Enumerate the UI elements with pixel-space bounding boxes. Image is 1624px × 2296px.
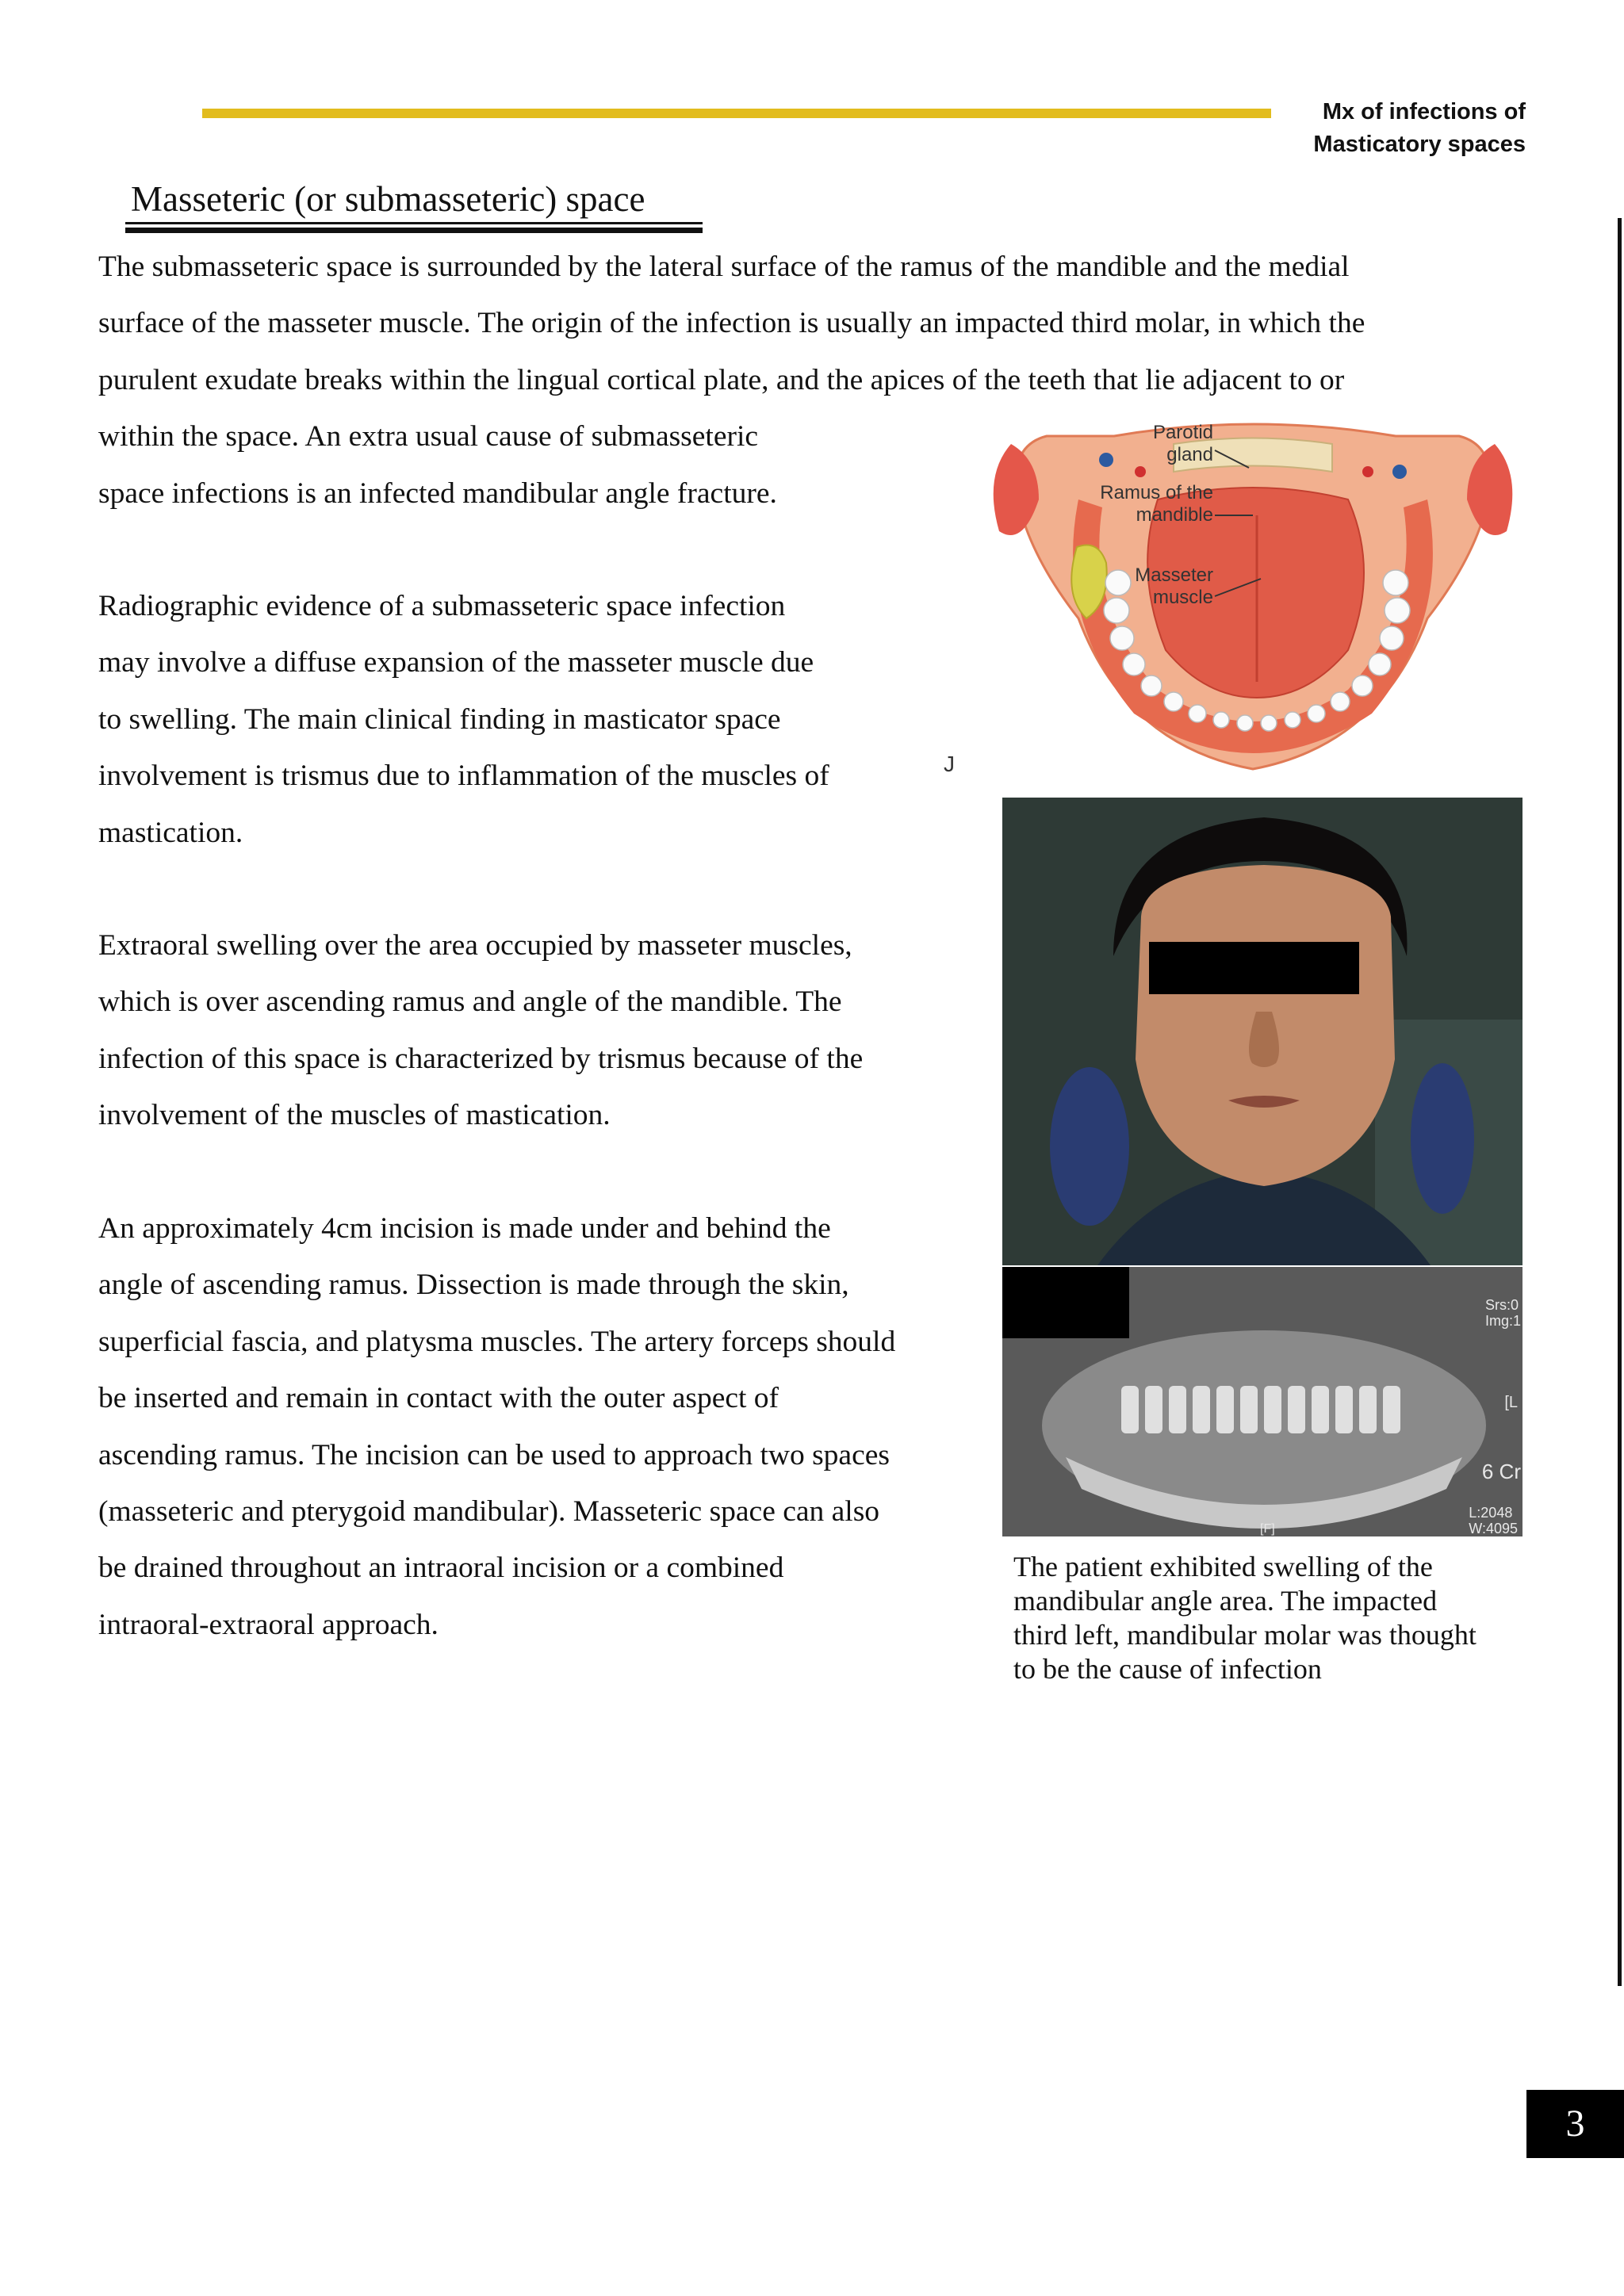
paragraph-line: purulent exudate breaks within the lingual cortical plate, and the apices of the teeth that lie adjacent to or [98, 363, 1345, 396]
paragraph-line: ascending ramus. The incision can be used to approach two spaces [98, 1438, 890, 1471]
paragraph-4 [98, 1200, 986, 1653]
caption-line: mandibular angle area. The impacted [1013, 1585, 1438, 1617]
paragraph-line: Extraoral swelling over the area occupied by masseter muscles, [98, 929, 852, 962]
paragraph-line: may involve a diffuse expansion of the masseter muscle due [98, 646, 814, 679]
xray-label: L:2048 [1469, 1505, 1513, 1521]
paragraph-line: be drained throughout an intraoral incision or a combined [98, 1552, 784, 1585]
paragraph-line: (masseteric and pterygoid mandibular). Masseteric space can also [98, 1495, 880, 1529]
xray-f-tag: [F] [1260, 1522, 1275, 1536]
paragraph-line: infection of this space is characterized by trismus because of the [98, 1042, 864, 1075]
paragraph-line: Radiographic evidence of a submasseteric space infection [98, 590, 786, 622]
header-accent-rule [202, 109, 1271, 118]
label-text: mandible [1136, 504, 1213, 526]
paragraph-line: within the space. An extra usual cause of submasseteric [98, 420, 759, 453]
caption-line: The patient exhibited swelling of the [1013, 1551, 1433, 1582]
paragraph-2 [98, 578, 939, 861]
running-header-line2: Masticatory spaces [1313, 132, 1526, 157]
heading-underline-thick [125, 228, 703, 233]
patient-photo [1002, 798, 1522, 1265]
label-text: gland [1166, 444, 1213, 465]
paragraph-line: be inserted and remain in contact with the outer aspect of [98, 1382, 779, 1415]
label-text: Parotid [1152, 422, 1213, 443]
panoramic-xray [1002, 1267, 1522, 1536]
paragraph-line: space infections is an infected mandibular angle fracture. [98, 476, 777, 510]
heading-underline-thin [125, 222, 703, 224]
paragraph-line: which is over ascending ramus and angle of the mandible. The [98, 985, 842, 1019]
xray-bracket-text: [L [1504, 1394, 1518, 1411]
label-text: Masseter [1135, 564, 1213, 586]
paragraph-line: An approximately 4cm incision is made under and behind the [98, 1212, 831, 1245]
paragraph-line: intraoral-extraoral approach. [98, 1608, 439, 1641]
paragraph-3 [98, 917, 986, 1144]
label-text: muscle [1152, 587, 1213, 608]
figure-caption [1013, 1550, 1521, 1686]
xray-label: W:4095 [1469, 1521, 1518, 1536]
paragraph-line: involvement is trismus due to inflammation of the muscles of [98, 760, 829, 793]
patient-face-illustration [1002, 798, 1522, 1265]
page-number: 3 [1526, 2090, 1624, 2158]
caption-line: third left, mandibular molar was thought [1013, 1619, 1477, 1651]
paragraph-line: mastication. [98, 816, 243, 849]
paragraph-line: The submasseteric space is surrounded by the lateral surface of the ramus of the mandible and the medial [98, 251, 1350, 283]
label-text: Ramus of the [1100, 482, 1213, 503]
label-leader-lines [936, 412, 1526, 785]
figure-letter: J [944, 752, 955, 776]
xray-window-text [1469, 1505, 1518, 1536]
anatomy-illustration [936, 412, 1526, 785]
paragraph-line: involvement of the muscles of mastication. [98, 1099, 611, 1132]
running-header-line1: Mx of infections of [1322, 99, 1526, 124]
xray-label: Img:1 [1484, 1313, 1521, 1329]
paragraph-line: to swelling. The main clinical finding in masticator space [98, 702, 781, 736]
paragraph-line: angle of ascending ramus. Dissection is made through the skin, [98, 1269, 849, 1302]
paragraph-line: superficial fascia, and platysma muscles. The artery forceps should [98, 1325, 896, 1358]
caption-line: to be the cause of infection [1013, 1653, 1322, 1685]
xray-series-text [1485, 1297, 1521, 1329]
xray-illustration [1002, 1267, 1522, 1536]
paragraph-line: surface of the masseter muscle. The origin of the infection is usually an impacted third molar, in which the [98, 307, 1365, 340]
running-header [1240, 96, 1526, 161]
page-edge-bar [1618, 218, 1622, 1986]
xray-scale-text: 6 Cr [1481, 1460, 1521, 1483]
xray-label: Srs:0 [1484, 1297, 1519, 1313]
section-heading: Masseteric (or submasseteric) space [131, 179, 645, 219]
